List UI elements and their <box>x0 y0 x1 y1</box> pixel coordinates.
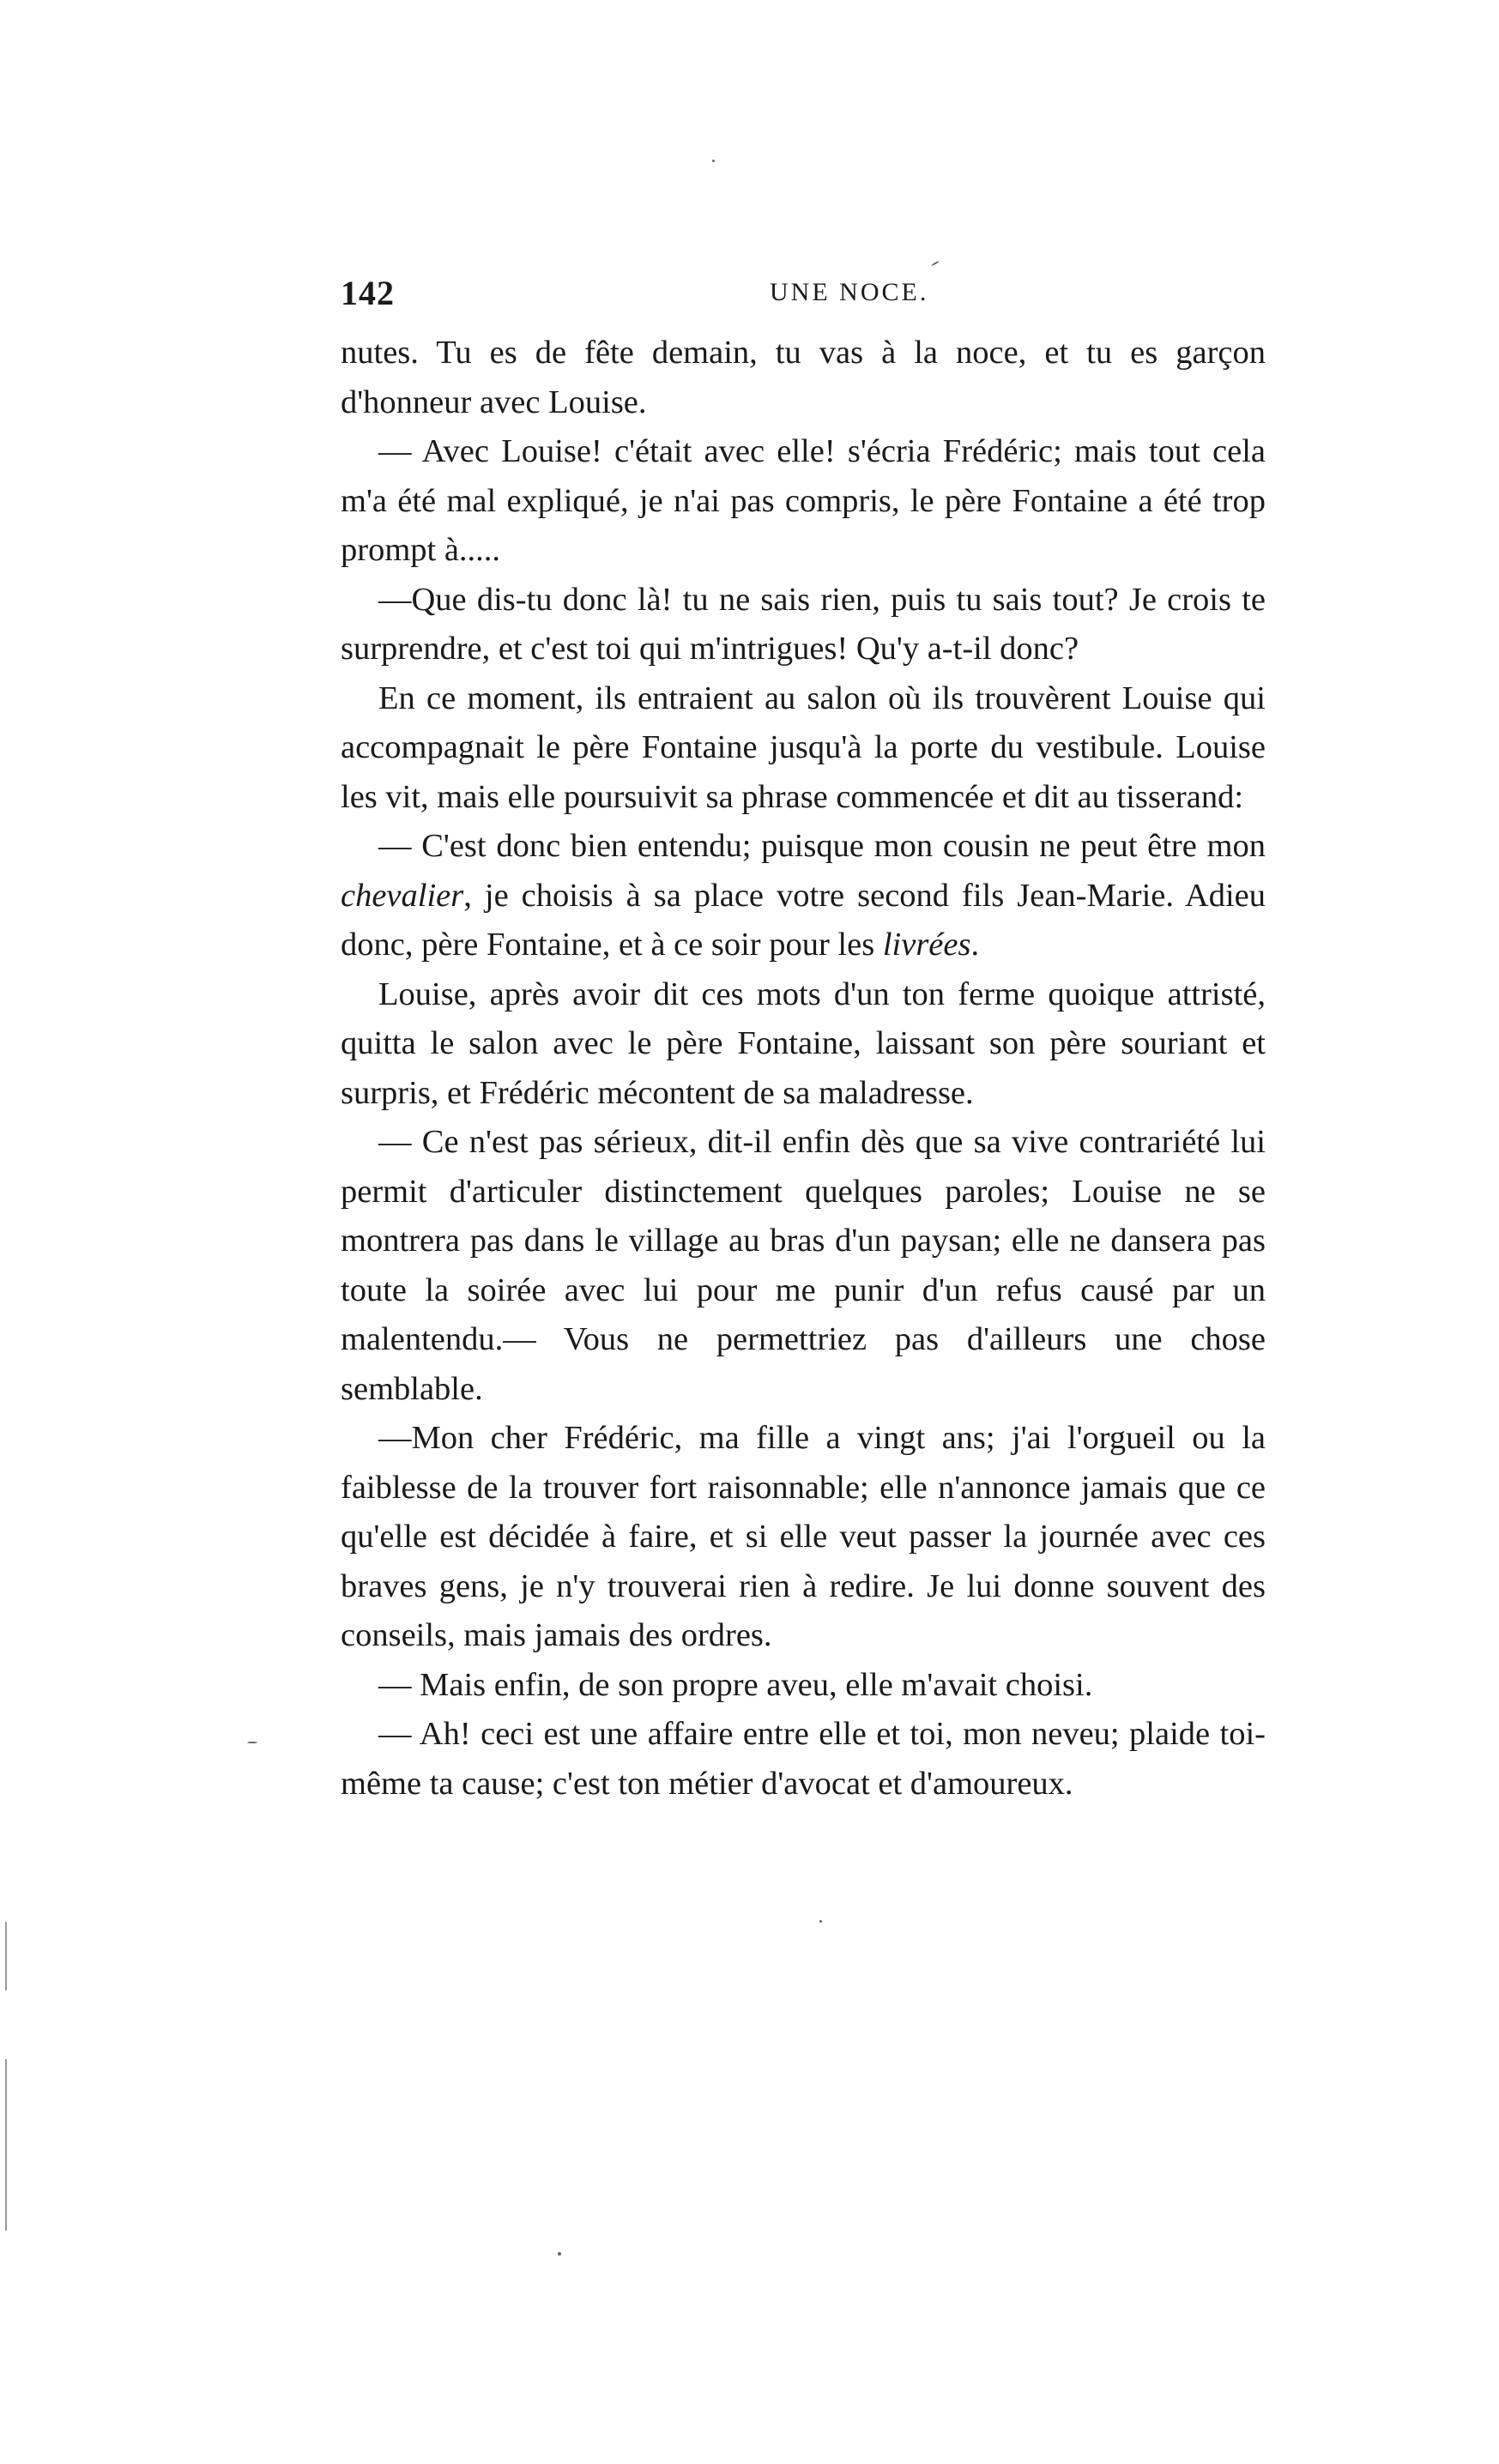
paragraph <box>341 970 1266 1119</box>
text-run: Louise, après avoir dit ces mots d'un ton ferme quoique attristé, quitta le salon avec le père Fontaine, laissant son père souriant et surpris, et Frédéric mécontent de sa maladresse. <box>341 975 1266 1111</box>
scan-speck <box>247 1742 257 1743</box>
margin-mark <box>5 2059 7 2231</box>
paragraph <box>341 674 1266 823</box>
body-text <box>341 329 1266 1809</box>
text-run: — Mais enfin, de son propre aveu, elle m'avait choisi. <box>378 1666 1093 1703</box>
page-header <box>341 273 1266 316</box>
paragraph <box>341 822 1266 970</box>
paragraph <box>341 1118 1266 1414</box>
running-title: UNE NOCE. <box>770 278 929 306</box>
text-run: — Ce n'est pas sérieux, dit-il enfin dès que sa vive contrariété lui permit d'articuler distinctement quelques paroles; Louise ne se montrera pas dans le village au bras d'un paysan; elle ne dansera pas toute la soirée avec lui pour me punir d'un refus causé par un malentendu.— Vous ne permettriez pas d'ailleurs une chose semblable. <box>341 1124 1266 1407</box>
paragraph <box>341 1661 1266 1711</box>
italic-text: livrées <box>882 927 971 963</box>
text-run: . <box>970 927 980 963</box>
paragraph <box>341 1710 1266 1809</box>
scan-speck <box>819 1920 822 1923</box>
scan-speck <box>712 160 715 162</box>
margin-mark <box>5 1922 7 1990</box>
italic-text: chevalier <box>341 877 464 914</box>
text-run: nutes. Tu es de fête demain, tu vas à la noce, et tu es garçon d'honneur avec Louise. <box>341 335 1266 420</box>
scan-speck <box>931 261 940 267</box>
paragraph <box>341 329 1266 427</box>
text-run: , je choisis à sa place votre second fils Jean-Marie. Adieu donc, père Fontaine, et à ce soir pour les <box>341 877 1266 963</box>
paragraph <box>341 427 1266 576</box>
text-run: —Que dis-tu donc là! tu ne sais rien, puis tu sais tout? Je crois te surprendre, et c'est toi qui m'intrigues! Qu'y a-t-il donc? <box>341 581 1266 667</box>
page-number: 142 <box>341 274 395 312</box>
text-run: — Avec Louise! c'était avec elle! s'écria Frédéric; mais tout cela m'a été mal expliqué, je n'ai pas compris, le père Fontaine a été trop prompt à..... <box>341 433 1266 568</box>
text-run: En ce moment, ils entraient au salon où ils trouvèrent Louise qui accompagnait le père Fontaine jusqu'à la porte du vestibule. Louise les vit, mais elle poursuivit sa phrase commencée et dit au tisserand: <box>341 679 1266 815</box>
text-run: —Mon cher Frédéric, ma fille a vingt ans; j'ai l'orgueil ou la faiblesse de la trouver fort raisonnable; elle n'annonce jamais que ce qu'elle est décidée à faire, et si elle veut passer la journée avec ces braves gens, je n'y trouverai rien à redire. Je lui donne souvent des conseils, mais jamais des ordres. <box>341 1420 1266 1653</box>
paragraph <box>341 1414 1266 1661</box>
text-run: — C'est donc bien entendu; puisque mon cousin ne peut être mon <box>378 828 1266 864</box>
scan-speck <box>558 2252 561 2256</box>
text-run: — Ah! ceci est une affaire entre elle et toi, mon neveu; plaide toi-même ta cause; c'est ton métier d'avocat et d'amoureux. <box>341 1716 1266 1802</box>
paragraph <box>341 576 1266 674</box>
